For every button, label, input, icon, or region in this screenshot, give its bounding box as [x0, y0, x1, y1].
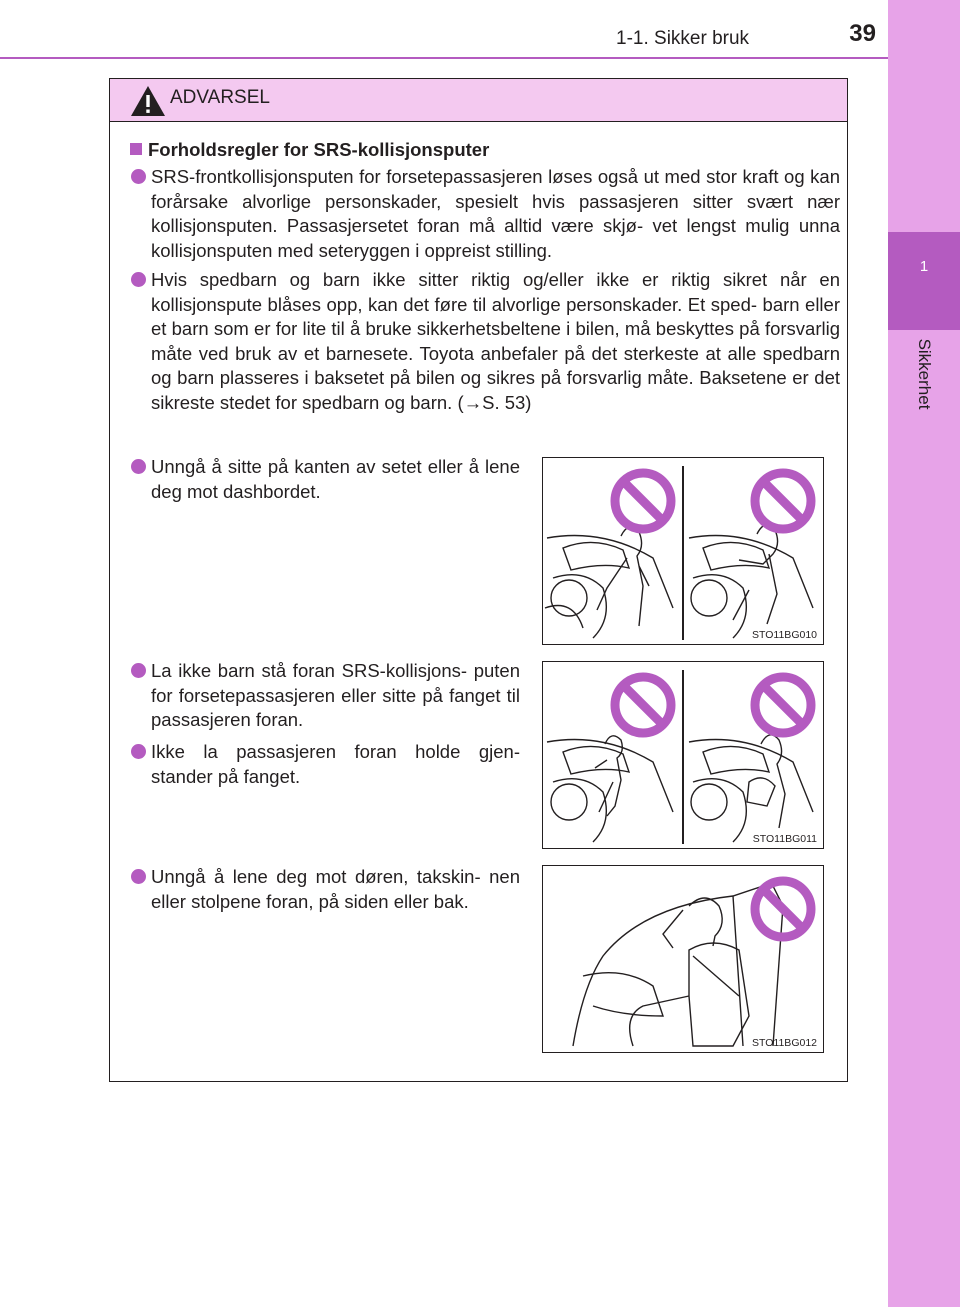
- illustration-sitting-on-seat-edge: [542, 457, 824, 645]
- prohibited-icon: [609, 467, 677, 535]
- list-item: [151, 659, 520, 733]
- warning-title: ADVARSEL: [170, 87, 270, 108]
- section-heading-text: Forholdsregler for SRS-kollisjonsputer: [148, 139, 490, 160]
- illustration-child-in-front-of-airbag: [542, 661, 824, 849]
- figure-label: STO11BG011: [752, 833, 817, 845]
- section-title: 1-1. Sikker bruk: [616, 28, 750, 49]
- warning-box: [109, 78, 848, 1082]
- chapter-number-box: [888, 232, 960, 330]
- list-item: [151, 740, 520, 789]
- bullet-dot-icon: [131, 459, 146, 474]
- list-item-text: SRS-frontkollisjonsputen for forsetepassasjeren løses også ut med stor kraft og kan forårsake alvorlige personskader, spesielt hvis passasjeren sitter svært nær kollisjonsputen. Passasjersetet foran må alltid være skjø- vet lengst mulig unna kollisjonsputen med seteryggen i oppreist stilling.: [151, 166, 840, 261]
- chapter-number: 1: [919, 258, 929, 275]
- bullet-dot-icon: [131, 663, 146, 678]
- header-divider: [0, 57, 888, 59]
- list-item-text: Unngå å sitte på kanten av setet eller å lene deg mot dashbordet.: [151, 456, 520, 502]
- chapter-tab: [888, 0, 960, 1307]
- bullet-dot-icon: [131, 272, 146, 287]
- prohibited-icon: [609, 671, 677, 739]
- list-item: [151, 455, 520, 504]
- bullet-dot-icon: [131, 744, 146, 759]
- list-item: [151, 865, 520, 914]
- chapter-title: Sikkerhet: [915, 338, 934, 410]
- square-bullet-icon: [130, 143, 142, 155]
- figure-label: STO11BG010: [752, 629, 817, 641]
- warning-triangle-icon: [130, 85, 166, 117]
- figure-label: STO11BG012: [752, 1037, 817, 1049]
- prohibited-icon: [749, 875, 817, 943]
- section-heading: [130, 139, 489, 161]
- prohibited-icon: [749, 671, 817, 739]
- warning-header: [110, 79, 847, 122]
- bullet-dot-icon: [131, 169, 146, 184]
- bullet-dot-icon: [131, 869, 146, 884]
- list-item: [151, 165, 840, 263]
- list-item: [151, 268, 840, 416]
- list-item-text: Ikke la passasjeren foran holde gjen- stander på fanget.: [151, 741, 520, 787]
- list-item-text: Unngå å lene deg mot døren, takskin- nen eller stolpene foran, på siden eller bak.: [151, 866, 520, 912]
- list-item-text: La ikke barn stå foran SRS-kollisjons- puten for forsetepassasjeren eller sitte på fanget til passasjeren foran.: [151, 660, 520, 731]
- prohibited-icon: [749, 467, 817, 535]
- list-item-text: Hvis spedbarn og barn ikke sitter riktig og/eller ikke er riktig sikret når en kollisjonspute blåses opp, kan det føre til alvorlige personskader. Et sped- barn eller et barn som er for lite til å bruke sikkerhetsbeltene i bilen, må beskyttes på forsvarlig måte ved bruk av et barnesete. Toyota anbefaler på det sterkeste at alle spedbarn og barn plasseres i baksetet på bilen og sikres på forsvarlig måte. Baksetene er det sikreste stedet for spedbarn og barn. (→S. 53): [151, 269, 840, 413]
- page-number: 39: [849, 20, 876, 47]
- illustration-leaning-on-door: [542, 865, 824, 1053]
